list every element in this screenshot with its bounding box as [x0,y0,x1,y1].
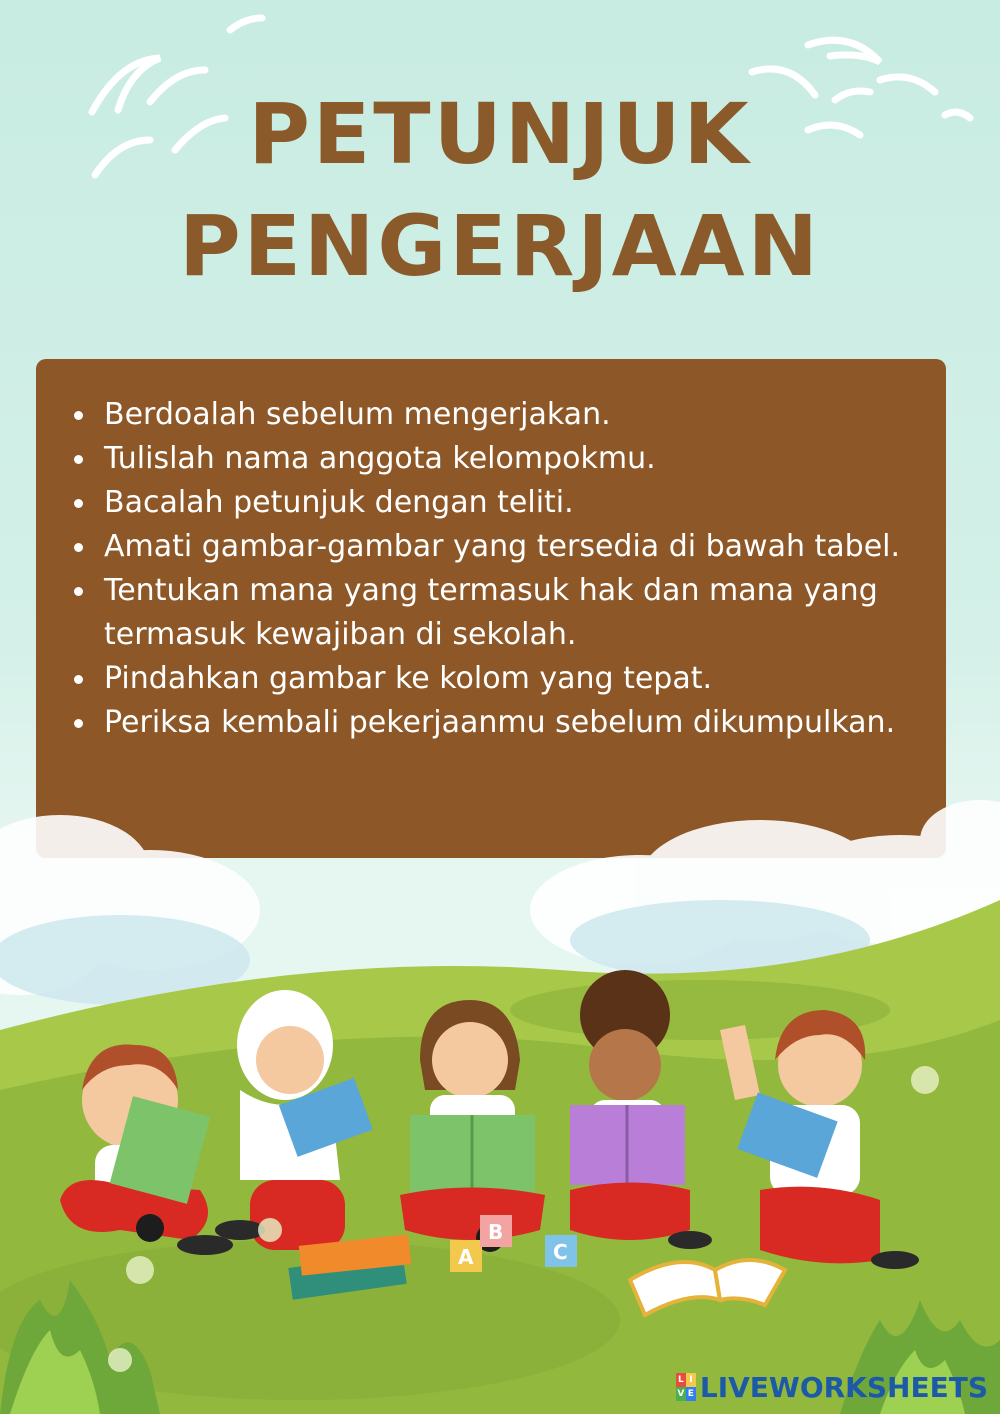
logo-mark-icon: L I V E [677,1375,694,1399]
list-item: Amati gambar-gambar yang tersedia di bawah tabel. [104,525,966,569]
instructions-list [36,393,966,745]
list-item: Periksa kembali pekerjaanmu sebelum dikumpulkan. [104,701,966,745]
page-title [0,78,1000,302]
liveworksheets-logo [676,1370,988,1404]
title-line-1: PETUNJUK [248,85,752,183]
block-b: B [488,1220,504,1244]
list-item: Bacalah petunjuk dengan teliti. [104,481,966,525]
list-item: Tentukan mana yang termasuk hak dan mana yang termasuk kewajiban di sekolah. [104,569,966,657]
block-a: A [458,1245,474,1269]
block-c: C [553,1240,568,1264]
list-item: Pindahkan gambar ke kolom yang tepat. [104,657,966,701]
list-item: Tulislah nama anggota kelompokmu. [104,437,966,481]
children-reading-illustration [0,760,1000,1414]
logo-text: LIVEWORKSHEETS [699,1370,988,1404]
title-line-2: PENGERJAAN [179,197,821,295]
list-item: Berdoalah sebelum mengerjakan. [104,393,966,437]
